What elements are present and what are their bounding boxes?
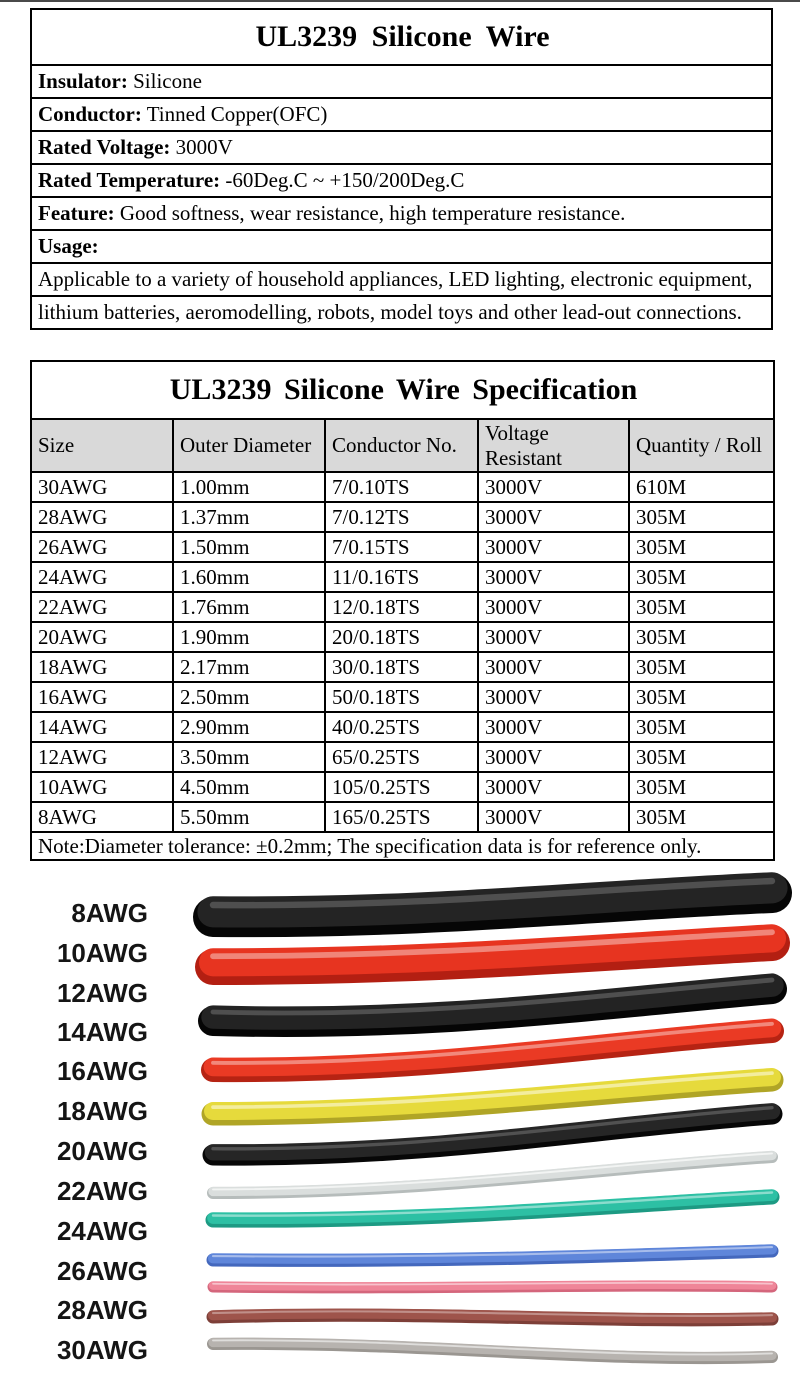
spec-title: UL3239 Silicone Wire Specification bbox=[31, 361, 774, 419]
info-value: Silicone bbox=[127, 69, 202, 93]
cell-quantity-roll: 305M bbox=[629, 652, 774, 682]
cell-conductor-no: 65/0.25TS bbox=[325, 742, 478, 772]
cell-size: 22AWG bbox=[31, 592, 173, 622]
info-row bbox=[31, 131, 772, 164]
col-header-conductor-no: Conductor No. bbox=[325, 419, 478, 472]
cell-quantity-roll: 305M bbox=[629, 772, 774, 802]
info-row bbox=[31, 230, 772, 263]
cell-voltage-resistant: 3000V bbox=[478, 562, 629, 592]
info-value: Good softness, wear resistance, high temperature resistance. bbox=[114, 201, 626, 225]
info-value: -60Deg.C ~ +150/200Deg.C bbox=[220, 168, 465, 192]
col-header-quantity-roll: Quantity / Roll bbox=[629, 419, 774, 472]
info-value: Tinned Copper(OFC) bbox=[141, 102, 328, 126]
cell-outer-diameter: 1.37mm bbox=[173, 502, 325, 532]
cell-voltage-resistant: 3000V bbox=[478, 772, 629, 802]
info-row bbox=[31, 164, 772, 197]
spec-title-row bbox=[31, 361, 774, 419]
spec-row bbox=[31, 772, 774, 802]
cell-outer-diameter: 1.00mm bbox=[173, 472, 325, 502]
cell-outer-diameter: 1.90mm bbox=[173, 622, 325, 652]
wire-label-16awg: 16AWG bbox=[56, 1056, 148, 1086]
cell-voltage-resistant: 3000V bbox=[478, 592, 629, 622]
spec-row bbox=[31, 532, 774, 562]
cell-quantity-roll: 305M bbox=[629, 712, 774, 742]
cell-quantity-roll: 305M bbox=[629, 742, 774, 772]
info-value: lithium batteries, aeromodelling, robots, model toys and other lead-out connections. bbox=[38, 300, 742, 324]
cell-quantity-roll: 305M bbox=[629, 622, 774, 652]
cell-size: 10AWG bbox=[31, 772, 173, 802]
spec-row bbox=[31, 742, 774, 772]
wire-label-12awg: 12AWG bbox=[56, 978, 148, 1008]
spec-row bbox=[31, 472, 774, 502]
cell-conductor-no: 105/0.25TS bbox=[325, 772, 478, 802]
cell-outer-diameter: 1.76mm bbox=[173, 592, 325, 622]
cell-conductor-no: 30/0.18TS bbox=[325, 652, 478, 682]
cell-conductor-no: 40/0.25TS bbox=[325, 712, 478, 742]
info-label: Rated Temperature: bbox=[38, 168, 221, 192]
cell-voltage-resistant: 3000V bbox=[478, 532, 629, 562]
wire-label-26awg: 26AWG bbox=[56, 1256, 148, 1286]
cell-outer-diameter: 5.50mm bbox=[173, 802, 325, 832]
cell-outer-diameter: 4.50mm bbox=[173, 772, 325, 802]
wire-photo bbox=[0, 865, 800, 1382]
cell-voltage-resistant: 3000V bbox=[478, 472, 629, 502]
cell-quantity-roll: 610M bbox=[629, 472, 774, 502]
cell-conductor-no: 165/0.25TS bbox=[325, 802, 478, 832]
cell-quantity-roll: 305M bbox=[629, 532, 774, 562]
cell-size: 20AWG bbox=[31, 622, 173, 652]
spec-row bbox=[31, 712, 774, 742]
cell-voltage-resistant: 3000V bbox=[478, 712, 629, 742]
info-row bbox=[31, 98, 772, 131]
cell-conductor-no: 50/0.18TS bbox=[325, 682, 478, 712]
wire-label-30awg: 30AWG bbox=[56, 1335, 148, 1365]
spec-header-row bbox=[31, 419, 774, 472]
info-row bbox=[31, 296, 772, 329]
cell-conductor-no: 7/0.15TS bbox=[325, 532, 478, 562]
col-header-size: Size bbox=[31, 419, 173, 472]
spec-note: Note:Diameter tolerance: ±0.2mm; The specification data is for reference only. bbox=[31, 832, 774, 860]
cell-outer-diameter: 2.50mm bbox=[173, 682, 325, 712]
cell-size: 18AWG bbox=[31, 652, 173, 682]
info-label: Conductor: bbox=[38, 102, 142, 126]
cell-conductor-no: 7/0.12TS bbox=[325, 502, 478, 532]
cell-voltage-resistant: 3000V bbox=[478, 742, 629, 772]
info-row bbox=[31, 197, 772, 230]
spec-table bbox=[30, 360, 775, 861]
cell-outer-diameter: 1.60mm bbox=[173, 562, 325, 592]
spec-row bbox=[31, 802, 774, 832]
cell-voltage-resistant: 3000V bbox=[478, 682, 629, 712]
cell-size: 12AWG bbox=[31, 742, 173, 772]
spec-row bbox=[31, 502, 774, 532]
spec-row bbox=[31, 592, 774, 622]
wire-label-22awg: 22AWG bbox=[56, 1176, 148, 1206]
spec-row bbox=[31, 622, 774, 652]
cell-size: 16AWG bbox=[31, 682, 173, 712]
product-title: UL3239 Silicone Wire bbox=[31, 9, 772, 65]
info-row bbox=[31, 263, 772, 296]
wire-label-20awg: 20AWG bbox=[56, 1136, 148, 1166]
cell-conductor-no: 12/0.18TS bbox=[325, 592, 478, 622]
cell-quantity-roll: 305M bbox=[629, 562, 774, 592]
wire-8awg bbox=[71, 881, 772, 928]
spec-row bbox=[31, 652, 774, 682]
cell-quantity-roll: 305M bbox=[629, 802, 774, 832]
spec-note-row bbox=[31, 832, 774, 860]
info-row bbox=[31, 65, 772, 98]
wire-label-24awg: 24AWG bbox=[56, 1216, 148, 1246]
wire-label-10awg: 10AWG bbox=[56, 938, 148, 968]
wire-10awg bbox=[57, 932, 772, 968]
wire-30awg bbox=[57, 1335, 772, 1365]
cell-voltage-resistant: 3000V bbox=[478, 802, 629, 832]
spec-row bbox=[31, 562, 774, 592]
cell-size: 28AWG bbox=[31, 502, 173, 532]
cell-conductor-no: 11/0.16TS bbox=[325, 562, 478, 592]
info-label: Rated Voltage: bbox=[38, 135, 171, 159]
cell-voltage-resistant: 3000V bbox=[478, 622, 629, 652]
cell-size: 8AWG bbox=[31, 802, 173, 832]
info-value: 3000V bbox=[170, 135, 233, 159]
cell-size: 14AWG bbox=[31, 712, 173, 742]
product-title-row bbox=[31, 9, 772, 65]
info-label: Usage: bbox=[38, 234, 99, 258]
cell-quantity-roll: 305M bbox=[629, 682, 774, 712]
col-header-voltage-resistant: Voltage Resistant bbox=[478, 419, 629, 472]
cell-outer-diameter: 3.50mm bbox=[173, 742, 325, 772]
info-label: Insulator: bbox=[38, 69, 128, 93]
cell-size: 24AWG bbox=[31, 562, 173, 592]
info-value: Applicable to a variety of household appliances, LED lighting, electronic equipment, bbox=[38, 267, 753, 291]
cell-conductor-no: 7/0.10TS bbox=[325, 472, 478, 502]
cell-quantity-roll: 305M bbox=[629, 502, 774, 532]
wire-label-28awg: 28AWG bbox=[56, 1295, 148, 1325]
cell-voltage-resistant: 3000V bbox=[478, 502, 629, 532]
spec-row bbox=[31, 682, 774, 712]
wire-label-18awg: 18AWG bbox=[56, 1096, 148, 1126]
cell-outer-diameter: 1.50mm bbox=[173, 532, 325, 562]
cell-voltage-resistant: 3000V bbox=[478, 652, 629, 682]
cell-outer-diameter: 2.17mm bbox=[173, 652, 325, 682]
cell-size: 30AWG bbox=[31, 472, 173, 502]
wire-label-14awg: 14AWG bbox=[56, 1017, 148, 1047]
cell-conductor-no: 20/0.18TS bbox=[325, 622, 478, 652]
cell-quantity-roll: 305M bbox=[629, 592, 774, 622]
product-info-table bbox=[30, 8, 773, 330]
col-header-outer-diameter: Outer Diameter bbox=[173, 419, 325, 472]
cell-outer-diameter: 2.90mm bbox=[173, 712, 325, 742]
top-divider bbox=[0, 0, 800, 2]
wire-12awg bbox=[57, 978, 772, 1022]
cell-size: 26AWG bbox=[31, 532, 173, 562]
wire-label-8awg: 8AWG bbox=[71, 898, 148, 928]
wire-28awg bbox=[57, 1295, 772, 1325]
info-label: Feature: bbox=[38, 201, 115, 225]
